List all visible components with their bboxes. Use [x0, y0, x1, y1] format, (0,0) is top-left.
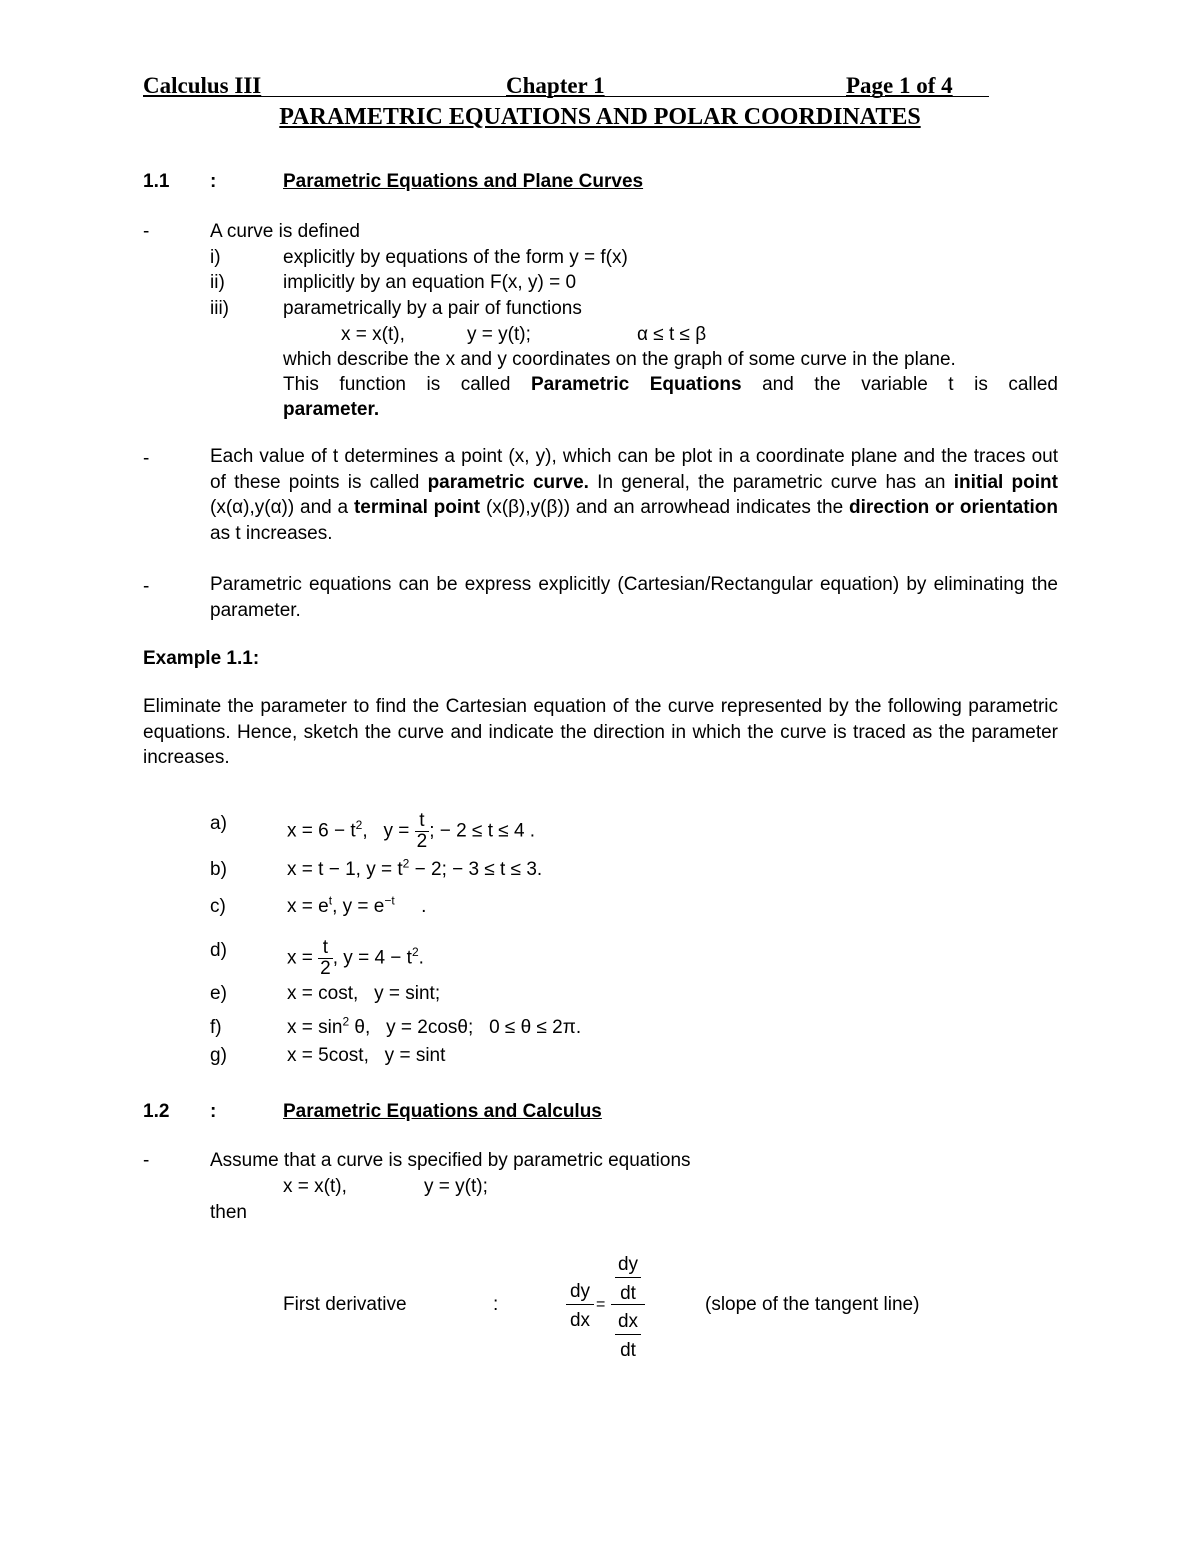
first-derivative-label: First derivative: [283, 1294, 407, 1315]
chapter-label: Chapter 1: [506, 73, 605, 98]
dy-numerator: dy: [569, 1281, 591, 1302]
section-2-title: Parametric Equations and Calculus: [283, 1101, 602, 1122]
called-bold: Parametric Equations: [530, 374, 742, 395]
header-rule: [143, 96, 989, 97]
dx-denominator: dx: [569, 1310, 591, 1331]
fraction-bar: [615, 1334, 641, 1335]
main-fraction-bar: [611, 1304, 645, 1305]
item-marker: g): [210, 1045, 227, 1066]
curve-intro: A curve is defined: [210, 221, 360, 242]
bullet-dash: -: [143, 576, 150, 597]
item-marker: ii): [210, 272, 225, 293]
bullet-dash: -: [143, 1150, 150, 1171]
equation-y: y = y(t);: [424, 1176, 488, 1197]
item-text: explicitly by equations of the form y = f(x): [283, 247, 628, 268]
item-marker: d): [210, 940, 227, 961]
fraction-bar: [615, 1277, 641, 1278]
equation-g: x = 5cost, y = sint: [287, 1045, 446, 1066]
describe-text: which describe the x and y coordinates on the graph of some curve in the plane.: [283, 349, 956, 370]
item-marker: e): [210, 983, 227, 1004]
equation-b: x = t − 1, $y = t^2 - 2$; − 3 ≤ t ≤ 3.: [287, 856, 543, 880]
called-line: [283, 372, 1058, 397]
slope-note: (slope of the tangent line): [705, 1294, 920, 1315]
section-2-number: 1.2: [143, 1101, 170, 1122]
assume-text: Assume that a curve is specified by parametric equations: [210, 1150, 691, 1171]
dt-denominator: dt: [620, 1283, 636, 1304]
section-1-colon: :: [210, 171, 217, 192]
page-title: PARAMETRIC EQUATIONS AND POLAR COORDINATES: [279, 104, 921, 130]
equation-a: $x = 6 - t^2$, y = $\frac{t}{2}$ ; − 2 ≤ t ≤ 4 .: [287, 810, 536, 852]
parameter-word: parameter.: [283, 399, 380, 420]
item-marker: f): [210, 1017, 222, 1038]
parametric-curve-paragraph: Each value of t determines a point (x, y), which can be plot in a coordinate plane and the traces out of these points is called parametric curve. In general, the parametric curve has an initial point (x(α),y(α)) and a terminal point (x(β),y(β)) and an arrowhead indicates the direction or orientation as t increases.: [210, 446, 1059, 544]
fraction: $\frac{t}{2}$: [320, 937, 331, 979]
item-marker: iii): [210, 298, 229, 319]
section-2-colon: :: [210, 1101, 217, 1122]
dt-denominator: dt: [620, 1340, 636, 1361]
course-name: Calculus III: [143, 73, 262, 98]
bullet-dash: -: [143, 221, 150, 242]
parameter-range: α ≤ t ≤ β: [637, 324, 707, 345]
fraction: $\frac{t}{2}$: [416, 810, 428, 852]
item-marker: a): [210, 813, 227, 834]
fraction-bar: [566, 1304, 594, 1305]
equation-d: x = $\frac{t}{2}$ , $y = 4 - t^2$.: [287, 937, 424, 979]
dx-numerator: dx: [617, 1311, 639, 1332]
then-text: then: [210, 1202, 247, 1223]
derivative-colon: :: [493, 1294, 499, 1315]
equation-x: x = x(t),: [341, 324, 405, 345]
equals-sign: =: [596, 1296, 606, 1313]
equation-c: $x = e^t$, $y = e^{-t}$ .: [287, 893, 427, 917]
called-text-2: and the variable t is called: [762, 374, 1058, 395]
section-1-number: 1.1: [143, 171, 170, 192]
called-text-1: This function is called: [283, 374, 511, 395]
item-marker: i): [210, 247, 221, 268]
example-label: Example 1.1:: [143, 648, 260, 669]
item-text: parametrically by a pair of functions: [283, 298, 582, 319]
eliminate-paragraph: Parametric equations can be express explicitly (Cartesian/Rectangular equation) by eliminating the parameter.: [210, 574, 1058, 621]
page-number: Page 1 of 4: [846, 73, 953, 98]
section-1-title: Parametric Equations and Plane Curves: [283, 171, 644, 192]
equation-e: x = cost, y = sint;: [287, 983, 441, 1004]
example-instructions: Eliminate the parameter to find the Cartesian equation of the curve represented by the following parametric equations. Hence, sketch the curve and indicate the direction in which the curve is traced as the parameter increases.: [143, 696, 1058, 768]
equation-y: y = y(t);: [467, 324, 531, 345]
item-text: implicitly by an equation F(x, y) = 0: [283, 272, 577, 293]
bullet-dash: -: [143, 448, 150, 469]
equation-f: $x = \sin^2 \theta$, y = 2cosθ; 0 ≤ θ ≤ 2π.: [287, 1014, 582, 1038]
item-marker: c): [210, 896, 226, 917]
equation-x: x = x(t),: [283, 1176, 347, 1197]
dy-numerator: dy: [617, 1254, 639, 1275]
item-marker: b): [210, 859, 227, 880]
